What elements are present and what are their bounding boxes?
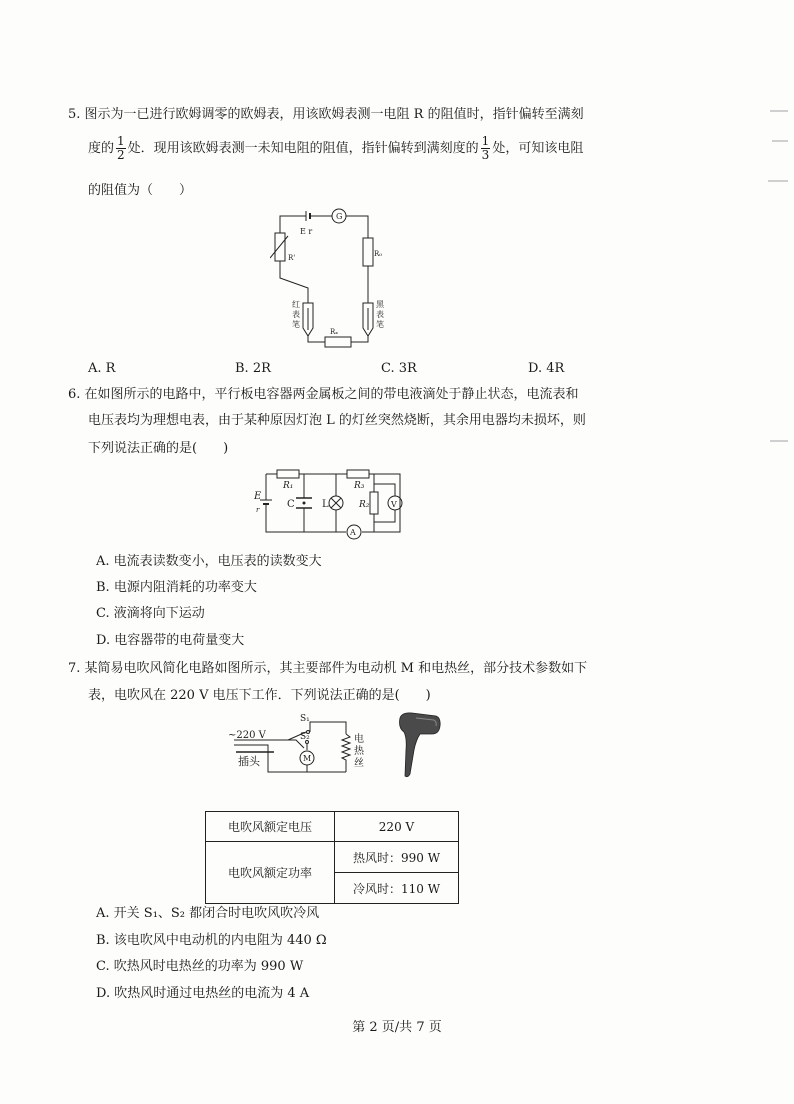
q5-text-c: 处，可知该电阻 [492, 141, 584, 156]
resistor-r2 [370, 492, 378, 514]
q6-text-line2: 电压表均为理想电表，由于某种原因灯泡 L 的灯丝突然烧断，其余用电器均未损坏，则 [88, 413, 586, 428]
scan-artifact [772, 140, 788, 142]
frac-num: 1 [117, 134, 125, 148]
parameters-table [205, 811, 459, 904]
frac-num: 1 [481, 134, 490, 148]
rx-label: Rₓ [330, 328, 339, 336]
table-cell: 热风时：990 W [335, 842, 459, 873]
table-cell: 电吹风额定功率 [206, 842, 335, 904]
q5-option-c[interactable]: C. 3R [381, 361, 417, 376]
q6-option-a[interactable]: A. 电流表读数变小，电压表的读数变大 [96, 554, 322, 569]
s2-label: S₂ [300, 732, 310, 742]
q7-line1 [68, 660, 587, 678]
heater-char: 热 [354, 746, 364, 757]
rheostat [275, 233, 285, 261]
rheostat-label: R' [288, 254, 296, 262]
q7-text-line2: 表，电吹风在 220 V 电压下工作．下列说法正确的是( ) [88, 688, 431, 703]
table-cell: 冷风时：110 W [335, 873, 459, 904]
q5-text-line1: 图示为一已进行欧姆调零的欧姆表，用该欧姆表测一电阻 R 的阻值时，指针偏转至满刻 [84, 107, 584, 122]
heater-char: 电 [354, 734, 364, 745]
q5-text-line3: 的阻值为（ ） [88, 183, 193, 198]
hair-dryer-circuit-diagram [228, 710, 368, 780]
q5-line2 [88, 134, 583, 164]
q6-option-b[interactable]: B. 电源内阻消耗的功率变大 [96, 580, 257, 595]
q6-number: 6. [68, 387, 81, 402]
resistor-r1 [277, 470, 299, 478]
scan-artifact [768, 180, 788, 182]
resistor-r3 [347, 470, 369, 478]
hair-dryer-image [396, 710, 442, 780]
label-V: V [391, 500, 397, 509]
resistor-rx [325, 337, 351, 347]
scan-artifact [770, 110, 788, 112]
q6-line3 [88, 440, 228, 458]
q5-number: 5. [68, 107, 81, 122]
label-C: C [287, 499, 295, 510]
heater-label [354, 734, 366, 770]
q6-line2 [88, 412, 586, 430]
q7-text-line1: 某简易电吹风简化电路如图所示，其主要部件为电动机 M 和电热丝，部分技术参数如下 [84, 661, 588, 676]
q7-line2 [88, 687, 431, 705]
label-R2: R₂ [359, 500, 370, 510]
q6-text-line1: 在如图所示的电路中，平行板电容器两金属板之间的带电液滴处于静止状态，电流表和 [84, 387, 579, 402]
table-row [206, 842, 459, 873]
frac-den: 2 [117, 148, 125, 162]
label-R1: R₁ [283, 481, 294, 491]
label-A: A [350, 528, 356, 537]
label-L: L [322, 499, 329, 510]
scan-artifact [770, 440, 788, 442]
resistor-r0 [363, 238, 373, 266]
q6-text-line3: 下列说法正确的是( ) [88, 441, 229, 456]
r0-label: R₀ [374, 250, 383, 258]
q6-option-d[interactable]: D. 电容器带的电荷量变大 [96, 633, 245, 648]
q7-number: 7. [68, 661, 81, 676]
table-cell: 电吹风额定电压 [206, 812, 335, 842]
label-r: r [256, 506, 260, 514]
q5-text-a: 度的 [88, 141, 115, 156]
table-cell: 220 V [335, 812, 459, 842]
black-probe-label: 黑表笔 [376, 300, 384, 329]
battery-label: E r [300, 227, 313, 236]
q5-option-d[interactable]: D. 4R [528, 361, 565, 376]
label-R3: R₃ [354, 481, 365, 491]
fraction-one-third [481, 135, 491, 162]
s1-label: S₁ [300, 714, 310, 724]
q7-option-c[interactable]: C. 吹热风时电热丝的功率为 990 W [96, 959, 304, 974]
galvanometer-label: G [336, 212, 343, 221]
q5-line1 [68, 106, 584, 124]
ohmmeter-circuit-diagram [270, 208, 400, 356]
q6-option-c[interactable]: C. 液滴将向下运动 [96, 606, 205, 621]
q5-text-b: 处．现用该欧姆表测一未知电阻的阻值，指针偏转到满刻度的 [127, 141, 479, 156]
heater-char: 丝 [354, 758, 364, 769]
q7-option-b[interactable]: B. 该电吹风中电动机的内电阻为 440 Ω [96, 933, 327, 948]
q5-option-b[interactable]: B. 2R [235, 361, 271, 376]
frac-den: 3 [481, 148, 490, 162]
label-E: E [254, 491, 262, 502]
capacitor-lamp-circuit-diagram [250, 464, 410, 546]
voltage-label: ~220 V [228, 730, 266, 741]
motor-label: M [303, 754, 312, 763]
q6-line1 [68, 386, 579, 404]
q7-option-a[interactable]: A. 开关 S₁、S₂ 都闭合时电吹风吹冷风 [96, 906, 320, 921]
fraction-one-half [116, 135, 126, 162]
q5-line3 [88, 182, 192, 200]
page-footer: 第 2 页/共 7 页 [352, 1020, 442, 1035]
q7-option-d[interactable]: D. 吹热风时通过电热丝的电流为 4 A [96, 986, 310, 1001]
q5-option-a[interactable]: A. R [88, 361, 116, 376]
table-row [206, 812, 459, 842]
red-probe-label: 红表笔 [292, 300, 300, 329]
plug-label: 插头 [238, 755, 260, 768]
